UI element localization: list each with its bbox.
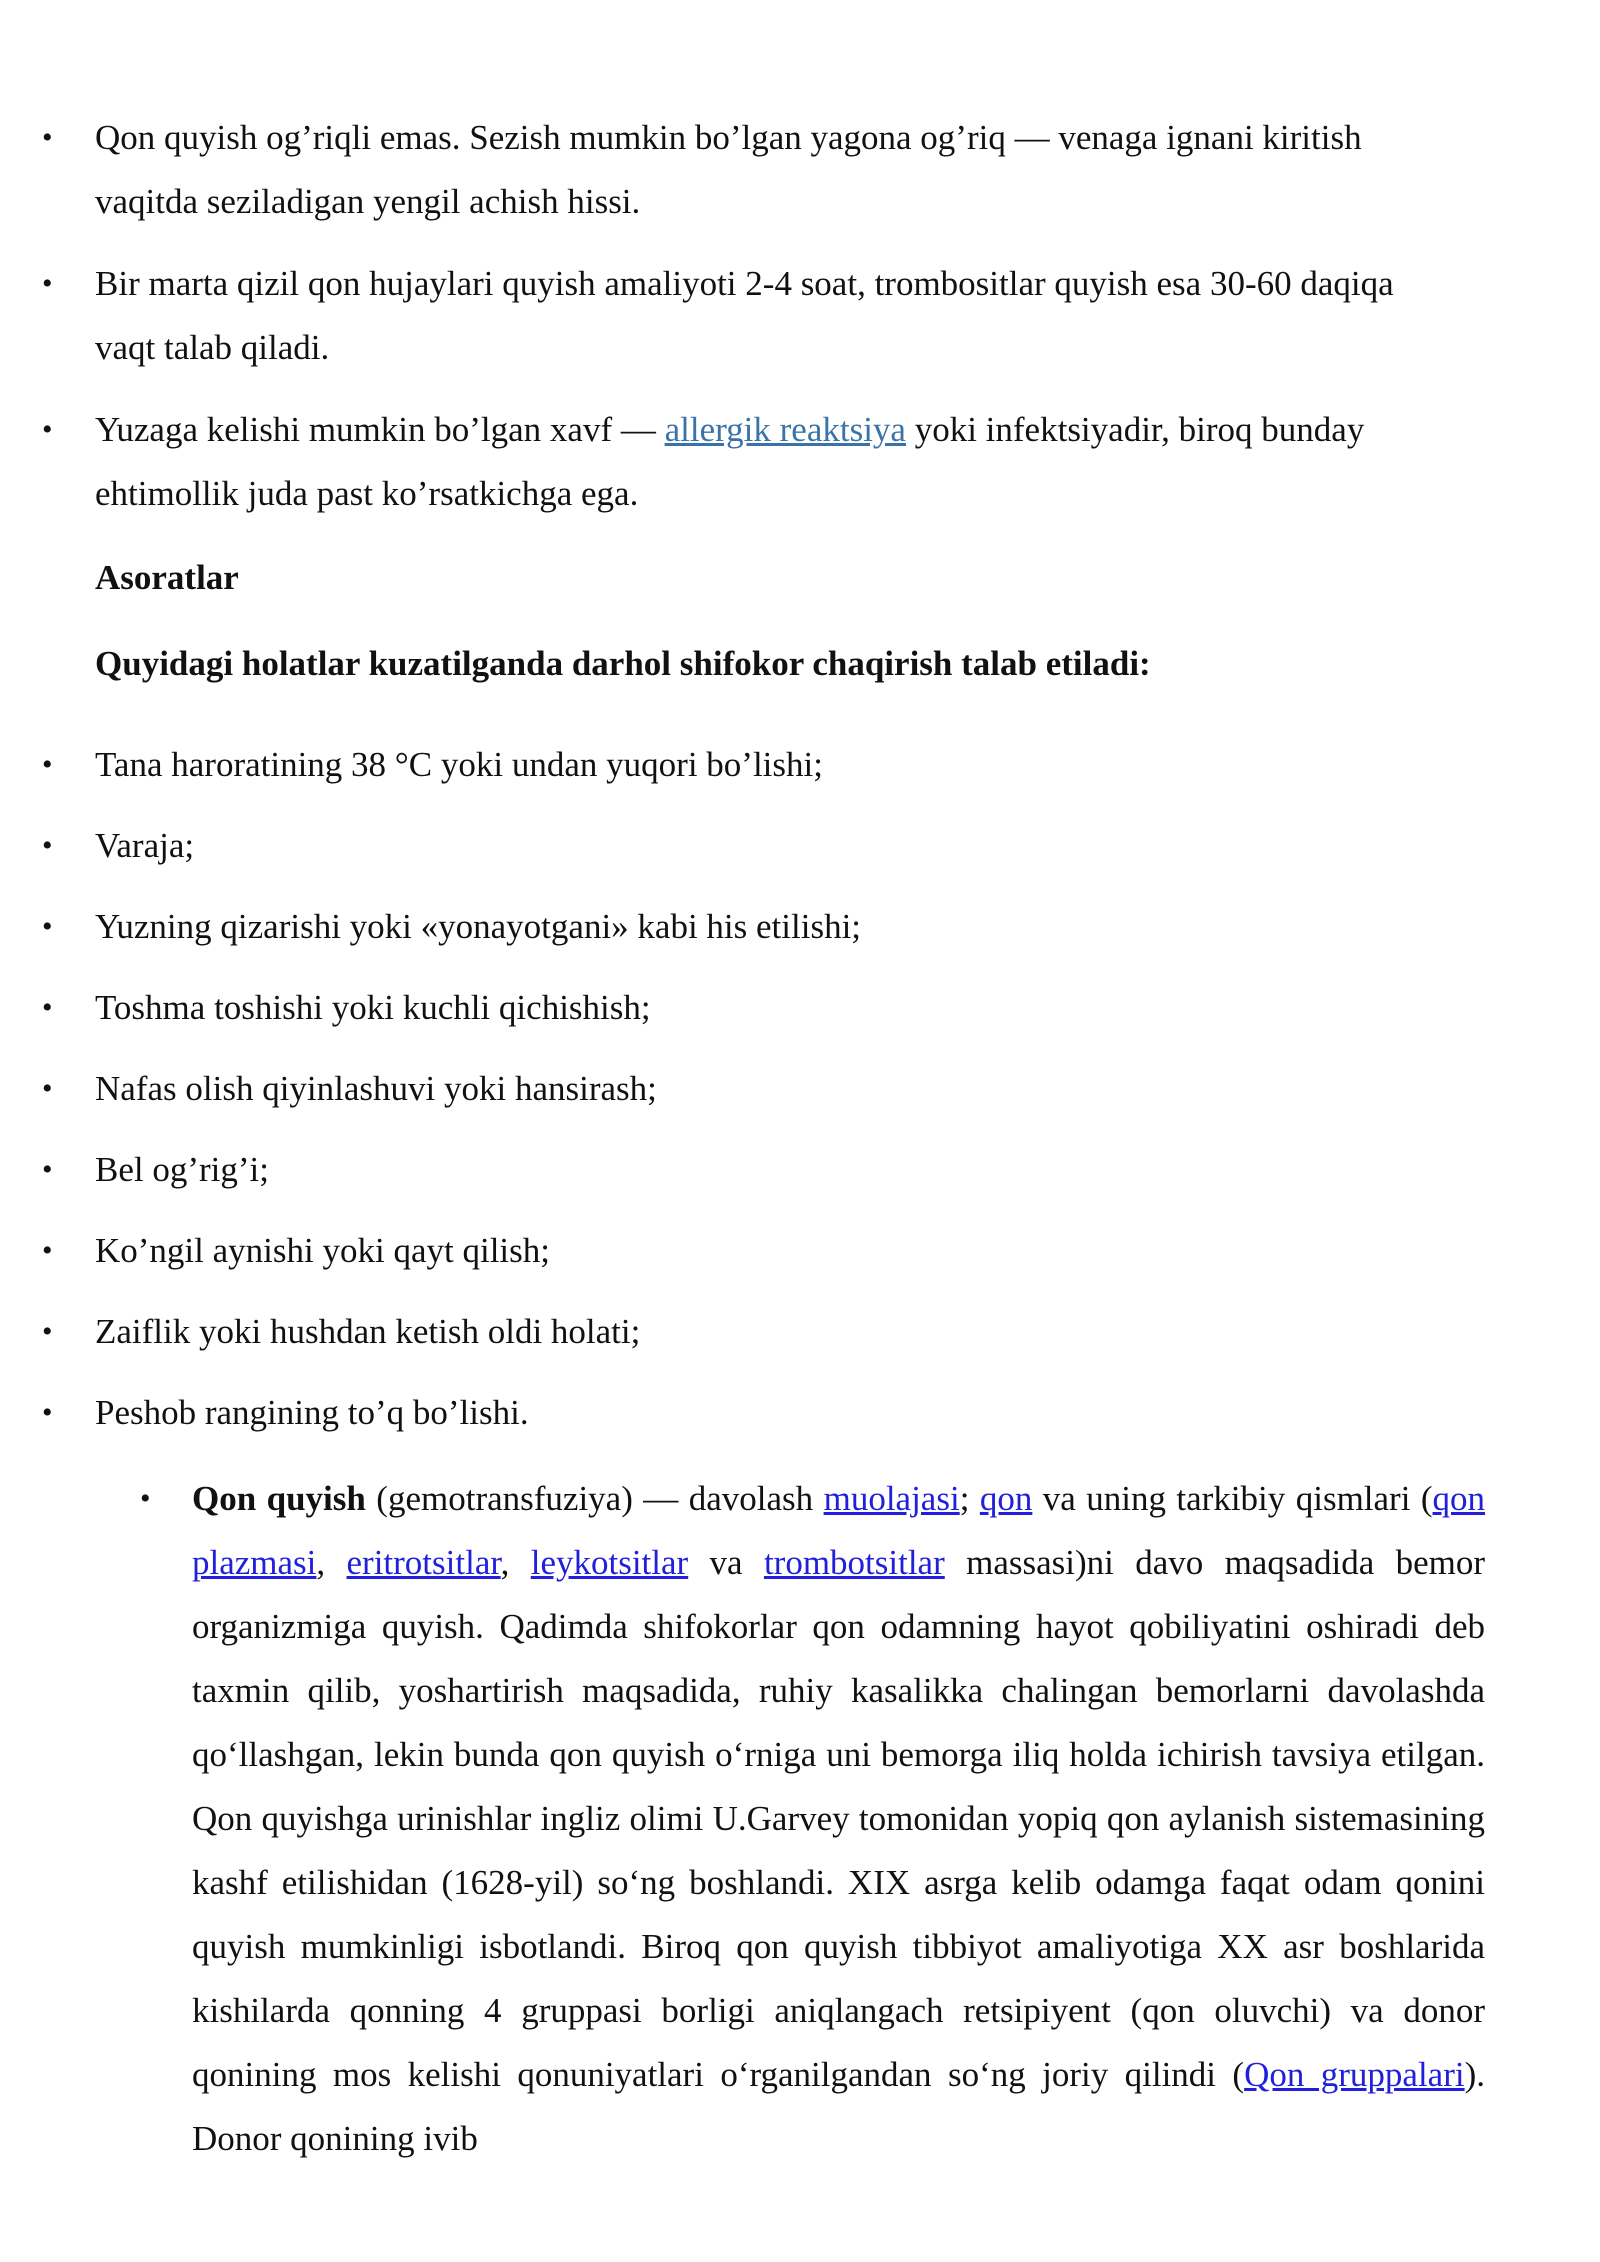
list-item-text: ehtimollik juda past ko’rsatkichga ega. bbox=[95, 474, 639, 513]
bullet: • bbox=[42, 748, 53, 781]
qon-plazmasi-link[interactable]: qon plazmasi bbox=[192, 1479, 1486, 1582]
section-subheading: Quyidagi holatlar kuzatilganda darhol shifokor chaqirish talab etiladi: bbox=[95, 644, 1151, 683]
symptom-text: Tana haroratining 38 °C yoki undan yuqori bo’lishi; bbox=[95, 745, 823, 784]
eritrotsitlar-link[interactable]: eritrotsitlar bbox=[346, 1543, 501, 1582]
trombotsitlar-link[interactable]: trombotsitlar bbox=[763, 1543, 945, 1582]
bullet: • bbox=[42, 121, 53, 154]
text-run: Yuzaga kelishi mumkin bo’lgan xavf — bbox=[95, 410, 665, 449]
symptom-text: Peshob rangining to’q bo’lishi. bbox=[95, 1393, 529, 1432]
list-item-text: Qon quyish og’riqli emas. Sezish mumkin bo’lgan yagona og’riq — venaga ignani kiritish bbox=[95, 118, 1362, 157]
symptom-text: Zaiflik yoki hushdan ketish oldi holati; bbox=[95, 1312, 641, 1351]
muolajasi-link[interactable]: muolajasi bbox=[823, 1479, 960, 1518]
bullet: • bbox=[42, 267, 53, 300]
text-run: , bbox=[316, 1543, 347, 1582]
text-run: yoki infektsiyadir, biroq bunday bbox=[905, 410, 1365, 449]
bullet: • bbox=[42, 910, 53, 943]
text-run: massasi)ni davo maqsadida bemor organizmiga quyish. Qadimda shifokorlar qon odamning hayot qobiliyatini oshiradi deb taxmin qilib, yoshartirish maqsadida, ruhiy kasalikka chalingan bemorlarni davolashda qoʻllashgan, lekin bunda qon quyish oʻrniga uni bemorga iliq holda ichirish tavsiya etilgan. Qon quyishga urinishlar ingliz olimi U.Garvey tomonidan yopiq qon aylanish sistemasining kashf etilishidan (1628-yil) soʻng boshlandi. XIX asrga kelib odamga faqat odam qonini quyish mumkinligi isbotlandi. Biroq qon quyish tibbiyot amaliyotiga XX asr boshlarida kishilarda qonning 4 gruppasi borligi aniqlangach retsipiyent (qon oluvchi) va donor qonining mos kelishi qonuniyatlari oʻrganilgandan soʻng joriy qilindi ( bbox=[192, 1543, 1486, 2094]
text-run: ). Donor qonining ivib bbox=[192, 2055, 1486, 2158]
text-run: (gemotransfuziya) — davolash bbox=[365, 1479, 824, 1518]
list-item-text: vaqt talab qiladi. bbox=[95, 328, 330, 367]
symptom-text: Ko’ngil aynishi yoki qayt qilish; bbox=[95, 1231, 550, 1270]
symptom-text: Bel og’rig’i; bbox=[95, 1150, 269, 1189]
bullet: • bbox=[42, 413, 53, 446]
symptom-text: Yuzning qizarishi yoki «yonayotgani» kabi his etilishi; bbox=[95, 907, 862, 946]
text-run: , bbox=[500, 1543, 531, 1582]
allergik-reaktsiya-link[interactable]: allergik reaktsiya bbox=[664, 410, 906, 449]
text-run: va bbox=[688, 1543, 764, 1582]
bullet: • bbox=[42, 829, 53, 862]
list-item-text: Bir marta qizil qon hujaylari quyish amaliyoti 2-4 soat, trombositlar quyish esa 30-60 daqiqa bbox=[95, 264, 1394, 303]
symptom-text: Varaja; bbox=[95, 826, 195, 865]
bullet: • bbox=[42, 1072, 53, 1105]
bullet: • bbox=[42, 1153, 53, 1186]
bullet: • bbox=[42, 991, 53, 1024]
qon-gruppalari-link[interactable]: Qon gruppalari bbox=[1244, 2055, 1465, 2094]
list-item-text: vaqitda seziladigan yengil achish hissi. bbox=[95, 182, 641, 221]
bullet: • bbox=[42, 1315, 53, 1348]
bullet: • bbox=[140, 1482, 151, 1515]
body-paragraph bbox=[192, 1467, 1485, 2171]
text-run: ; bbox=[959, 1479, 980, 1518]
symptom-text: Nafas olish qiyinlashuvi yoki hansirash; bbox=[95, 1069, 657, 1108]
term: Qon quyish bbox=[192, 1479, 366, 1518]
qon-link[interactable]: qon bbox=[979, 1479, 1033, 1518]
section-heading: Asoratlar bbox=[95, 558, 239, 597]
leykotsitlar-link[interactable]: leykotsitlar bbox=[530, 1543, 689, 1582]
bullet: • bbox=[42, 1234, 53, 1267]
list-item-text bbox=[95, 398, 1485, 462]
symptom-text: Toshma toshishi yoki kuchli qichishish; bbox=[95, 988, 651, 1027]
text-run: va uning tarkibiy qismlari ( bbox=[1032, 1479, 1433, 1518]
bullet: • bbox=[42, 1396, 53, 1429]
